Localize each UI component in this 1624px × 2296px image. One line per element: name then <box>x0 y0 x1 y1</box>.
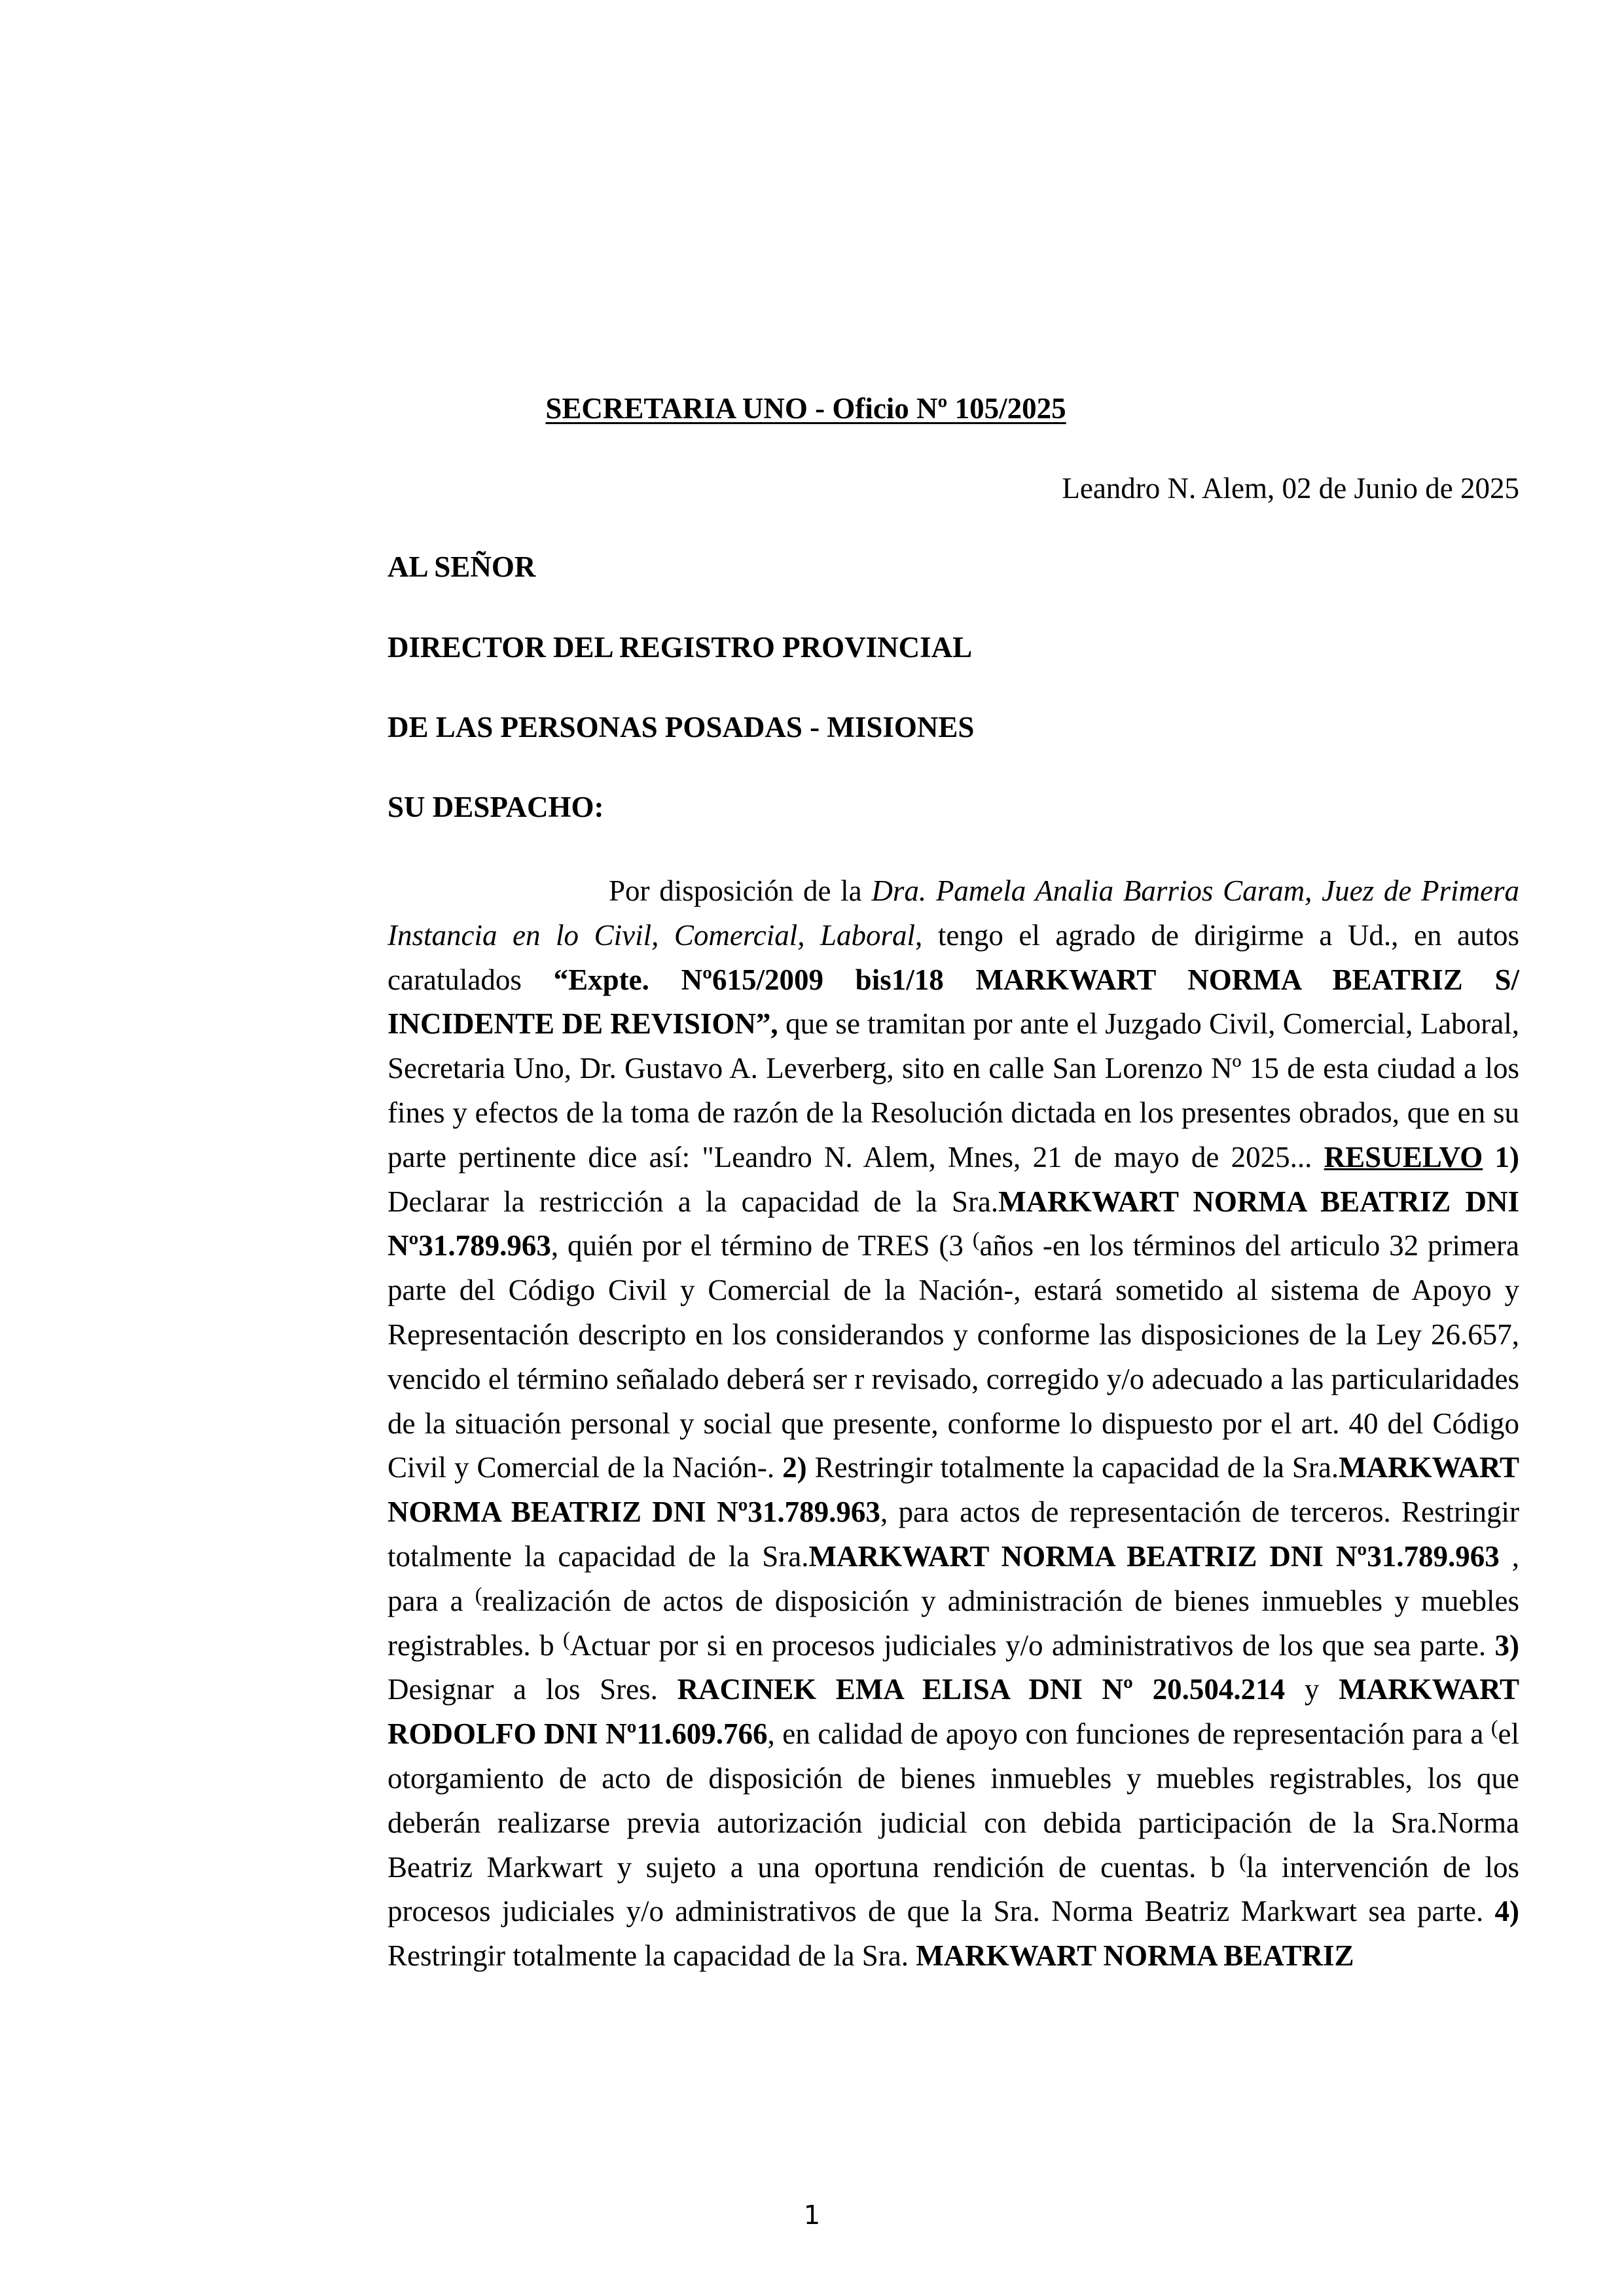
body-text-run: , en calidad de apoyo con funciones de representación para a <box>767 1717 1491 1751</box>
paren-mark: ( <box>1239 1848 1246 1873</box>
body-text-run: años -en los términos del articulo 32 primera parte del Código Civil y Comercial de la Nación-, estará sometido al sistema de Apoyo y Representación descripto en los considerandos y conforme las disposiciones de la Ley 26.657, vencido el término señalado deberá ser r revisado, corregido y/o adecuado a las particularidades de la situación personal y social que presente, conforme lo dispuesto por el art. 40 del Código Civil y Comercial de la Nación-. <box>388 1229 1519 1484</box>
resuelvo-heading: RESUELVO <box>1324 1140 1483 1174</box>
paren-mark: ( <box>1490 1715 1498 1740</box>
person-name-dni: MARKWART NORMA BEATRIZ DNI Nº31.789.963 <box>808 1539 1500 1573</box>
addressee-line-3: DE LAS PERSONAS POSADAS - MISIONES <box>388 711 975 744</box>
item-number-4: 4) <box>1494 1895 1519 1928</box>
body-text-run: Restringir totalmente la capacidad de la Sra. <box>806 1451 1339 1484</box>
body-text-run: Declarar la restricción a la capacidad de la Sra. <box>388 1185 999 1218</box>
body-text-run: la intervención de los procesos judiciales y/o administrativos de que la Sra. Norma Beatriz Markwart sea parte. <box>388 1850 1519 1928</box>
body-text-run: Por disposición de la <box>609 874 872 907</box>
body-paragraph <box>388 869 1519 1979</box>
support-person-1: RACINEK EMA ELISA DNI Nº 20.504.214 <box>677 1673 1286 1706</box>
addressee-line-2: DIRECTOR DEL REGISTRO PROVINCIAL <box>388 631 973 664</box>
addressee-line-1: AL SEÑOR <box>388 550 536 583</box>
person-name: MARKWART NORMA BEATRIZ <box>916 1939 1354 1973</box>
addressee-line-4: SU DESPACHO: <box>388 791 604 823</box>
item-number-2: 2) <box>782 1451 807 1484</box>
paren-mark: ( <box>563 1626 570 1651</box>
support-person-2: MARKWART RODOLFO DNI Nº11.609.766 <box>388 1673 1520 1751</box>
body-text-run: Restringir totalmente la capacidad de la Sra. <box>388 1939 916 1973</box>
paren-mark: ( <box>475 1582 482 1606</box>
body-text-run: , para actos de representación de terceros. Restringir totalmente la capacidad de la Sra. <box>388 1496 1520 1573</box>
case-caption: “Expte. Nº615/2009 bis1/18 MARKWART NORMA BEATRIZ S/ INCIDENTE DE REVISION”, <box>388 963 1519 1041</box>
judge-name: Dra. Pamela Analia Barrios Caram, Juez de Primera Instancia en lo Civil, Comercial, Laboral <box>388 874 1519 952</box>
person-name-dni: MARKWART NORMA BEATRIZ DNI Nº31.789.963 <box>388 1185 1519 1263</box>
body-text-run: que se tramitan por ante el Juzgado Civil, Comercial, Laboral, Secretaria Uno, Dr. Gustavo A. Leverberg, sito en calle San Lorenzo Nº 15 de esta ciudad a los fines y efectos de la toma de razón de la Resolución dictada en los presentes obrados, que en su parte pertinente dice así: "Leandro N. Alem, Mnes, 21 de mayo de 2025... <box>388 1007 1519 1174</box>
item-number-3: 3) <box>1494 1628 1519 1662</box>
body-text-run: Designar a los Sres. <box>388 1673 677 1706</box>
person-name-dni: MARKWART NORMA BEATRIZ DNI Nº31.789.963 <box>388 1451 1519 1529</box>
body-text-run: , quién por el término de TRES (3 <box>550 1229 973 1263</box>
page-number: 1 <box>803 2200 821 2231</box>
item-number-1: 1) <box>1483 1140 1519 1174</box>
body-text-run: y <box>1285 1673 1339 1706</box>
body-text-run: realización de actos de disposición y administración de bienes inmuebles y muebles registrables. b <box>388 1584 1519 1662</box>
document-title: SECRETARIA UNO - Oficio Nº 105/2025 <box>545 392 1066 425</box>
body-text-run: el otorgamiento de acto de disposición de bienes inmuebles y muebles registrables, los que deberán realizarse previa autorización judicial con debida participación de la Sra.Norma Beatriz Markwart y sujeto a una oportuna rendición de cuentas. b <box>388 1717 1519 1884</box>
body-text-run: Actuar por si en procesos judiciales y/o administrativos de los que sea parte. <box>569 1628 1495 1662</box>
body-text-run: , tengo el agrado de dirigirme a Ud., en autos caratulados <box>388 918 1519 996</box>
place-date: Leandro N. Alem, 02 de Junio de 2025 <box>1062 472 1519 505</box>
body-text-run: , para a <box>388 1539 1519 1617</box>
paren-mark: ( <box>972 1227 980 1251</box>
